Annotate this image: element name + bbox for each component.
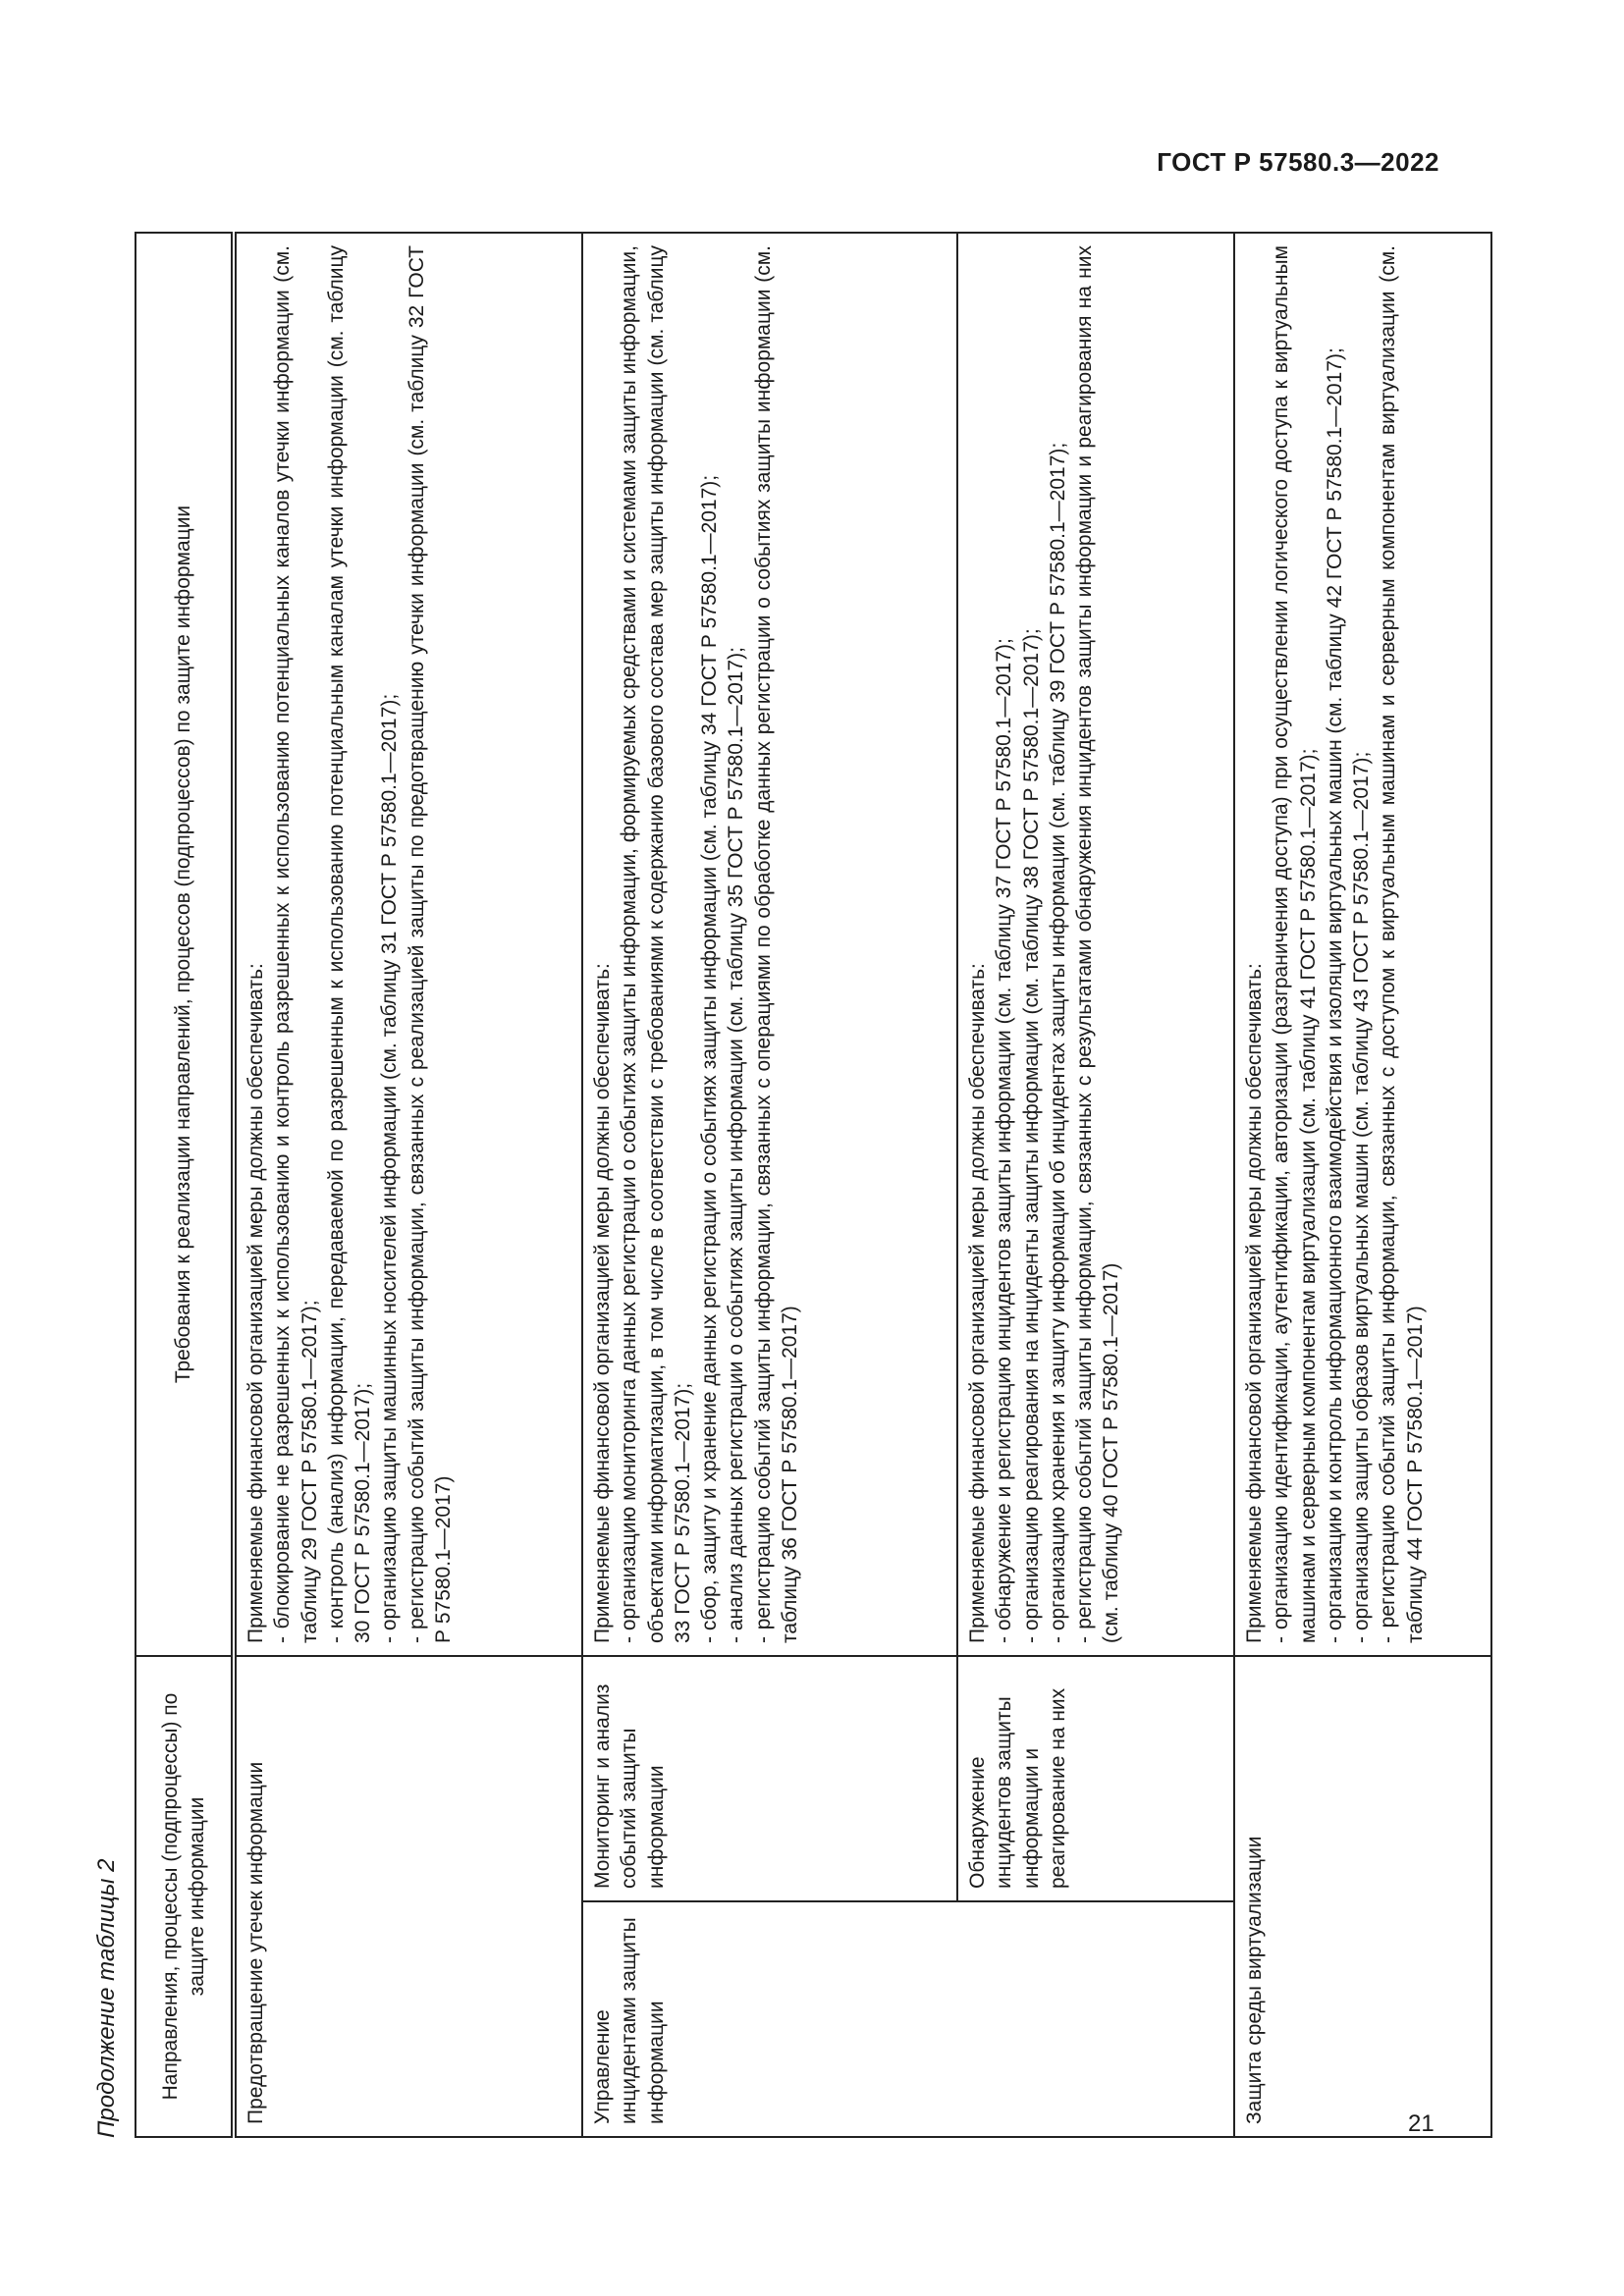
- requirement-line: - организацию защиты образов виртуальных машин (см. таблицу 43 ГОСТ Р 57580.1—2017);: [1350, 751, 1374, 1643]
- requirements-cell: [234, 233, 582, 1656]
- requirement-line: - организацию хранения и защиту информации об инцидентах защиты информации (см. таблицу 39 ГОСТ Р 57580.1—2017);: [1046, 442, 1069, 1643]
- table-row: [957, 233, 1234, 2137]
- requirement-line: Применяемые финансовой организацией меры должны обеспечивать:: [966, 963, 989, 1643]
- requirements-cell: [1234, 233, 1491, 1656]
- document-standard-header: ГОСТ Р 57580.3—2022: [1157, 147, 1439, 177]
- rotated-table-page: [93, 234, 1429, 2138]
- subprocess-cell: Обнаружение инцидентов защиты информации и реагирование на них: [957, 1656, 1234, 1901]
- requirement-line: - регистрацию событий защиты информации, связанных с результатами обнаружения инцидентов защиты информации и реагирования на них (см. таблицу 40 ГОСТ Р 57580.1—2017): [1073, 245, 1123, 1643]
- requirements-cell: [582, 233, 957, 1656]
- direction-cell: Предотвращение утечек информации: [234, 1656, 582, 2137]
- requirement-line: - организацию и контроль информационного взаимодействия и изоляции виртуальных машин (см. таблицу 42 ГОСТ Р 57580.1—2017);: [1323, 347, 1346, 1643]
- subprocess-cell: Мониторинг и анализ событий защиты информации: [582, 1656, 957, 1901]
- requirement-line: - анализ данных регистрации о событиях защиты информации (см. таблицу 35 ГОСТ Р 57580.1—2017);: [725, 647, 748, 1643]
- table-header-row: [135, 233, 234, 2137]
- requirement-line: - регистрацию событий защиты информации, связанных с реализацией защиты по предотвращению утечки информации (см. таблицу 32 ГОСТ Р 57580.1—2017): [405, 245, 456, 1643]
- direction-cell: Защита среды виртуализации: [1234, 1656, 1491, 2137]
- requirement-line: - организацию мониторинга данных регистрации о событиях защиты информации, формируемых средствами и системами защиты информации, объектами информатизации, в том числе в соответствии с требованиями к содержанию базового состава мер защиты информации (см. таблицу 33 ГОСТ Р 57580.1—2017);: [618, 245, 694, 1643]
- direction-cell: Управление инцидентами защиты информации: [582, 1901, 1234, 2137]
- column-header-directions: Направления, процессы (подпроцессы) по защите информации: [135, 1656, 234, 2137]
- requirement-line: Применяемые финансовой организацией меры должны обеспечивать:: [591, 963, 614, 1643]
- requirement-line: - регистрацию событий защиты информации, связанных с операциями по обработке данных регистрации о событиях защиты информации (см. таблицу 36 ГОСТ Р 57580.1—2017): [751, 245, 802, 1643]
- requirement-line: - организацию идентификации, аутентификации, авторизации (разграничения доступа) при осуществлении логического доступа к виртуальным машинам и серверным компонентам виртуализации (см. таблицу 41 ГОСТ Р 57580.1—2017);: [1270, 245, 1320, 1643]
- requirement-line: - блокирование не разрешенных к использованию и контроль разрешенных к использованию потенциальных каналов утечки информации (см. таблицу 29 ГОСТ Р 57580.1—2017);: [271, 245, 321, 1643]
- requirements-cell: [957, 233, 1234, 1656]
- table-caption: Продолжение таблицы 2: [93, 1858, 120, 2138]
- requirement-line: - контроль (анализ) информации, передаваемой по разрешенным к использованию потенциальным каналам утечки информации (см. таблицу 30 ГОСТ Р 57580.1—2017);: [324, 245, 375, 1643]
- requirements-table: [135, 232, 1492, 2138]
- requirement-line: - организацию реагирования на инциденты защиты информации (см. таблицу 38 ГОСТ Р 57580.1—2017);: [1019, 628, 1043, 1643]
- page-number: 21: [1408, 2110, 1435, 2137]
- requirement-line: - обнаружение и регистрацию инцидентов защиты информации (см. таблицу 37 ГОСТ Р 57580.1—2017);: [993, 638, 1016, 1643]
- requirement-line: Применяемые финансовой организацией меры должны обеспечивать:: [244, 963, 267, 1643]
- requirement-line: - регистрацию событий защиты информации, связанных с доступом к виртуальным машинам и серверным компонентам виртуализации (см. таблицу 44 ГОСТ Р 57580.1—2017): [1377, 245, 1427, 1643]
- table-row: [582, 233, 957, 2137]
- table-row: [234, 233, 582, 2137]
- requirement-line: - сбор, защиту и хранение данных регистрации о событиях защиты информации (см. таблицу 34 ГОСТ Р 57580.1—2017);: [698, 474, 722, 1643]
- column-header-requirements: Требования к реализации направлений, процессов (подпроцессов) по защите информации: [135, 233, 234, 1656]
- requirement-line: - организацию защиты машинных носителей информации (см. таблицу 31 ГОСТ Р 57580.1—2017);: [378, 693, 402, 1643]
- table-row: [1234, 233, 1491, 2137]
- requirement-line: Применяемые финансовой организацией меры должны обеспечивать:: [1243, 963, 1266, 1643]
